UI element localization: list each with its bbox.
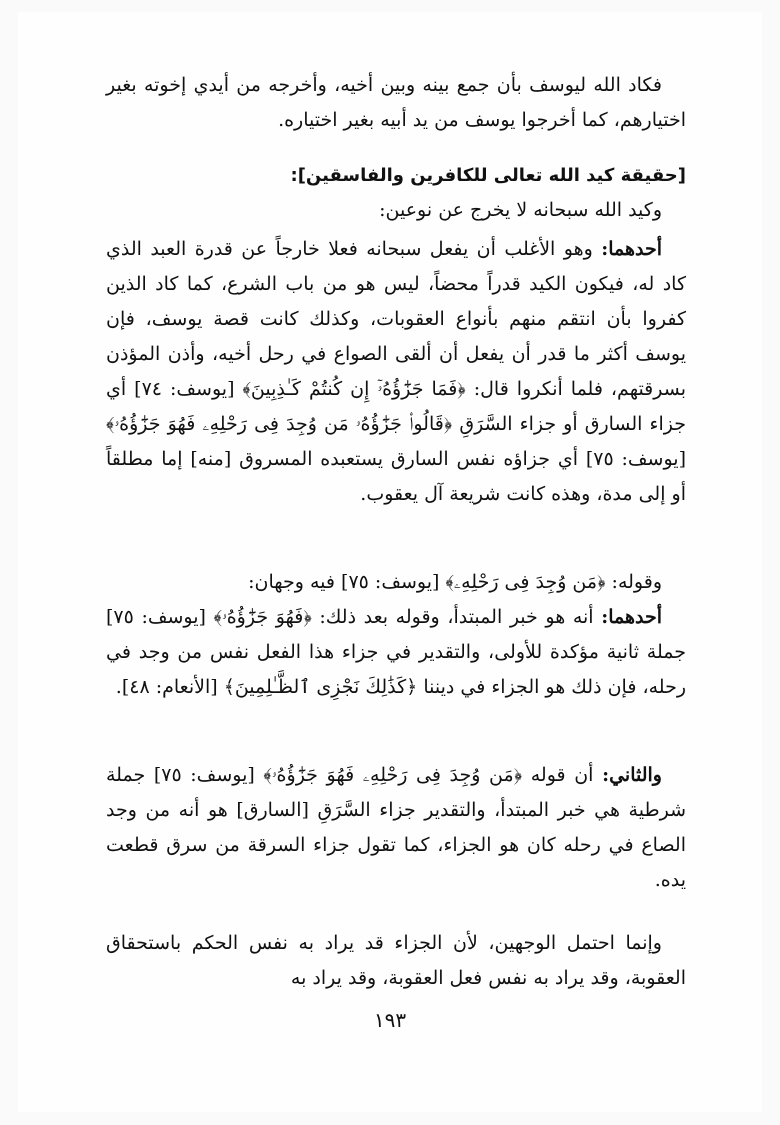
- paragraph-2: وكيد الله سبحانه لا يخرج عن نوعين:: [379, 199, 662, 221]
- lead-term-second: والثاني:: [602, 764, 662, 786]
- paragraph-1: فكاد الله ليوسف بأن جمع بينه وبين أخيه، وأخرجه من أيدي إخوته بغير اختيارهم، كما أخرجوا يوسف من يد أبيه بغير اختياره.: [106, 74, 686, 131]
- lead-term-first: أحدهما:: [601, 606, 662, 628]
- quran-verse: ﴿قَالُوا۟ جَزَٰٓؤُهُۥ مَن وُجِدَ فِى رَحْلِهِۦ فَهُوَ جَزَٰٓؤُهُۥ﴾: [106, 413, 453, 435]
- paragraph-6: [106, 758, 686, 898]
- body-text: [يوسف: ٧٤] أي جزاء السارق أو جزاء السَّرَقِ: [106, 378, 686, 435]
- body-text: [يوسف: ٧٥] فيه وجهان:: [248, 571, 446, 593]
- body-text: [يوسف: ٧٥] جملة شرطية هي خبر المبتدأ، والتقدير جزاء السَّرَقِ [السارق] هو أنه من وجد الصاع في رحله كان هو الجزاء، كما تقول جزاء السرقة من سرق قطعت يده.: [106, 764, 686, 891]
- paragraph-aspect-two: [106, 758, 686, 898]
- body-text: وهو الأغلب أن يفعل سبحانه فعلا خارجاً عن قدرة العبد الذي كاد له، فيكون الكيد قدراً محضاً، ليس هو من باب الشرع، كما كاد الذين كفروا بأن انتقم منهم بأنواع العقوبات، وكذلك كانت قصة يوسف، فإن يوسف أكثر ما قدر أن يفعل أن ألقى الصواع في رحل أخيه، وأذن المؤذن بسرقتهم، فلما أنكروا قال:: [106, 238, 686, 400]
- paragraph-first-type: [106, 232, 686, 512]
- lead-term-first: أحدهما:: [601, 238, 662, 260]
- paragraph-5: [106, 600, 686, 705]
- quran-verse: ﴿كَذَٰلِكَ نَجْزِى ٱلظَّـٰلِمِينَ﴾: [223, 676, 418, 698]
- body-text: [يوسف: ٧٥] جملة ثانية مؤكدة للأولى، والتقدير في جزاء هذا الفعل نفس من وجد في رحله، فإن ذلك هو الجزاء في ديننا: [106, 606, 686, 698]
- quran-verse: ﴿مَن وُجِدَ فِى رَحْلِهِۦ﴾: [445, 571, 606, 593]
- body-text: أنه هو خبر المبتدأ، وقوله بعد ذلك:: [311, 606, 602, 628]
- paragraph-aspect-one: [106, 600, 686, 705]
- body-text: [الأنعام: ٤٨].: [115, 676, 224, 698]
- paragraph-intro: [106, 68, 686, 138]
- paragraph-3: [106, 232, 686, 512]
- quran-verse: ﴿فَهُوَ جَزَٰٓؤُهُۥ﴾: [213, 606, 312, 628]
- paragraph-7: وإنما احتمل الوجهين، لأن الجزاء قد يراد به نفس الحكم باستحقاق العقوبة، وقد يراد به نفس فعل العقوبة، وقد يراد به: [106, 932, 686, 989]
- paragraph-two-aspects: [106, 565, 686, 600]
- body-text: وقوله:: [605, 571, 662, 593]
- section-heading-block: [106, 158, 686, 228]
- paragraph-4: [106, 565, 686, 600]
- body-text: [يوسف: ٧٥] أي جزاؤه نفس السارق يستعبده المسروق [منه] إما مطلقاً أو إلى مدة، وهذه كانت شريعة آل يعقوب.: [106, 448, 686, 505]
- page-number: ١٩٣: [373, 1008, 407, 1032]
- paragraph-closing: [106, 926, 686, 996]
- quran-verse: ﴿فَمَا جَزَٰٓؤُهُۥٓ إِن كُنتُمْ كَـٰذِبِينَ﴾: [242, 378, 466, 400]
- section-heading: [حقيقة كيد الله تعالى للكافرين والفاسقين]:: [290, 165, 686, 186]
- quran-verse: ﴿مَن وُجِدَ فِى رَحْلِهِۦ فَهُوَ جَزَٰٓؤُهُۥ﴾: [263, 764, 523, 786]
- body-text: أن قوله: [522, 764, 603, 786]
